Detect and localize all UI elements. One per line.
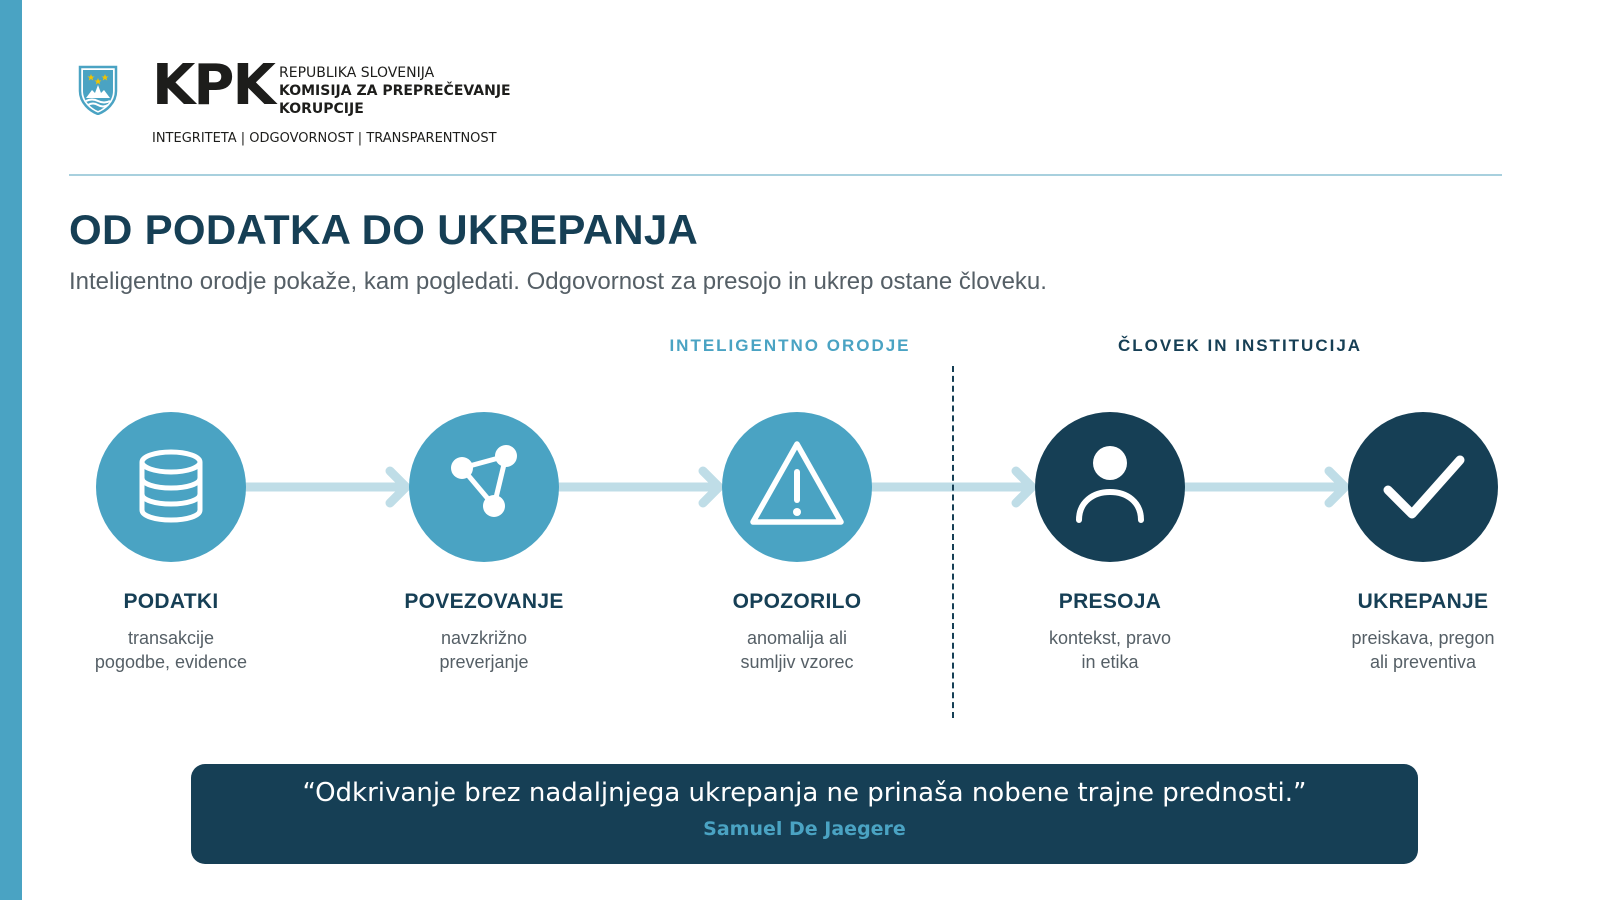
- step-description: [354, 626, 614, 674]
- person-icon: [1035, 412, 1185, 562]
- warning-icon: [722, 412, 872, 562]
- step-description: [667, 626, 927, 674]
- slide-title: OD PODATKA DO UKREPANJA: [69, 206, 699, 253]
- section-label-human: ČLOVEK IN INSTITUCIJA: [1117, 336, 1363, 355]
- slide-subtitle: Inteligentno orodje pokaže, kam pogledati. Odgovornost za presojo in ukrep ostane človeku.: [69, 268, 1047, 295]
- step-description-line: pogodbe, evidence: [94, 652, 248, 672]
- quote-box: [191, 764, 1418, 864]
- step-description-line: in etika: [1081, 652, 1139, 672]
- step-description-line: ali preventiva: [1369, 652, 1477, 672]
- step-description: [980, 626, 1240, 674]
- org-line-republic: REPUBLIKA SLOVENIJA: [279, 65, 435, 81]
- checkmark-icon: [1348, 412, 1498, 562]
- step-name: OPOZORILO: [732, 590, 862, 613]
- step-name: UKREPANJE: [1357, 590, 1489, 613]
- step-circle: [1035, 412, 1185, 562]
- step-circle: [722, 412, 872, 562]
- step-data: [41, 412, 301, 674]
- quote-text: “Odkrivanje brez nadaljnjega ukrepanja ne prinaša nobene trajne prednosti.”: [302, 778, 1307, 808]
- organization-motto: INTEGRITETA | ODGOVORNOST | TRANSPARENTNOST: [152, 131, 497, 146]
- step-description-line: navzkrižno: [440, 628, 528, 648]
- step-description: [1293, 626, 1553, 674]
- step-description-line: preiskava, pregon: [1351, 628, 1495, 648]
- step-description-line: sumljiv vzorec: [740, 652, 854, 672]
- step-description-line: transakcije: [127, 628, 215, 648]
- step-circle: [409, 412, 559, 562]
- step-action: [1293, 412, 1553, 674]
- step-judgement: [980, 412, 1240, 674]
- kpk-logo-text: KPK: [152, 53, 274, 118]
- step-description: [41, 626, 301, 674]
- step-name: POVEZOVANJE: [404, 590, 564, 613]
- network-icon: [409, 412, 559, 562]
- step-description-line: anomalija ali: [746, 628, 848, 648]
- tool-human-divider: [952, 366, 954, 718]
- step-alert: [667, 412, 927, 674]
- step-description-line: preverjanje: [439, 652, 529, 672]
- org-line-corruption: KORUPCIJE: [279, 101, 364, 117]
- org-line-commission: KOMISIJA ZA PREPREČEVANJE: [279, 83, 511, 99]
- step-circle: [96, 412, 246, 562]
- quote-author: Samuel De Jaegere: [703, 818, 906, 840]
- section-label-tool: INTELIGENTNO ORODJE: [669, 336, 911, 355]
- step-name: PRESOJA: [1058, 590, 1162, 613]
- step-circle: [1348, 412, 1498, 562]
- step-description-line: kontekst, pravo: [1048, 628, 1172, 648]
- database-icon: [96, 412, 246, 562]
- step-name: PODATKI: [123, 590, 219, 613]
- step-linking: [354, 412, 614, 674]
